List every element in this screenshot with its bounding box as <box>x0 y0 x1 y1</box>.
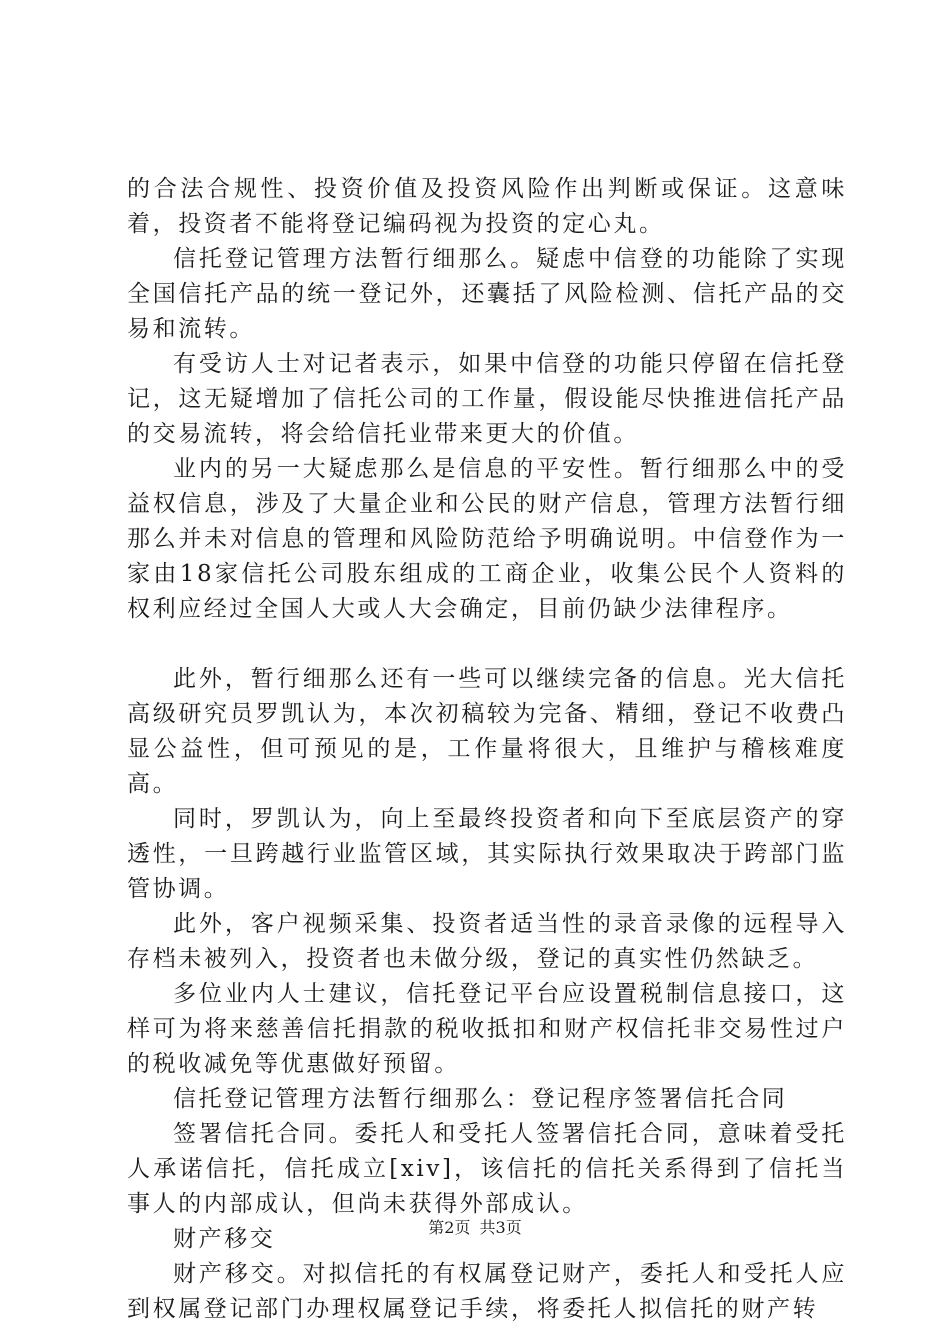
paragraph-8: 多位业内人士建议，信托登记平台应设置税制信息接口，这样可为将来慈善信托捐款的税收抵扣和财产权信托非交易性过户的税收减免等优惠做好预留。 <box>127 981 847 1077</box>
paragraph-7: 此外，客户视频采集、投资者适当性的录音录像的远程导入存档未被列入，投资者也未做分级，登记的真实性仍然缺乏。 <box>127 911 847 972</box>
page-number: 第2页 <box>428 1218 471 1237</box>
page-total: 共3页 <box>479 1218 522 1237</box>
paragraph-5: 此外，暂行细那么还有一些可以继续完备的信息。光大信托高级研究员罗凯认为，本次初稿较为完备、精细，登记不收费凸显公益性，但可预见的是，工作量将很大，且维护与稽核难度高。 <box>127 666 847 797</box>
paragraph-2: 信托登记管理方法暂行细那么。疑虑中信登的功能除了实现全国信托产品的统一登记外，还囊括了风险检测、信托产品的交易和流转。 <box>127 246 847 342</box>
paragraph-6: 同时，罗凯认为，向上至最终投资者和向下至底层资产的穿透性，一旦跨越行业监管区域，其实际执行效果取决于跨部门监管协调。 <box>127 806 847 902</box>
document-body <box>127 172 847 1327</box>
paragraph-4: 业内的另一大疑虑那么是信息的平安性。暂行细那么中的受益权信息，涉及了大量企业和公民的财产信息，管理方法暂行细那么并未对信息的管理和风险防范给予明确说明。中信登作为一家由18家信托公司股东组成的工商企业，收集公民个人资料的权利应经过全国人大或人大会确定，目前仍缺少法律程序。 <box>127 456 847 622</box>
section-heading-property-transfer: 财产移交 <box>173 1226 276 1252</box>
paragraph-10: 财产移交。对拟信托的有权属登记财产，委托人和受托人应到权属登记部门办理权属登记手续，将委托人拟信托的财产转 <box>127 1261 847 1322</box>
page-footer <box>0 1215 950 1238</box>
section-heading-procedure: 信托登记管理方法暂行细那么：登记程序签署信托合同 <box>173 1086 788 1112</box>
paragraph-3: 有受访人士对记者表示，如果中信登的功能只停留在信托登记，这无疑增加了信托公司的工作量，假设能尽快推进信托产品的交易流转，将会给信托业带来更大的价值。 <box>127 351 847 447</box>
paragraph-1: 的合法合规性、投资价值及投资风险作出判断或保证。这意味着，投资者不能将登记编码视为投资的定心丸。 <box>127 176 847 237</box>
paragraph-9: 签署信托合同。委托人和受托人签署信托合同，意味着受托人承诺信托，信托成立[xiv]，该信托的信托关系得到了信托当事人的内部成认，但尚未获得外部成认。 <box>127 1121 847 1217</box>
